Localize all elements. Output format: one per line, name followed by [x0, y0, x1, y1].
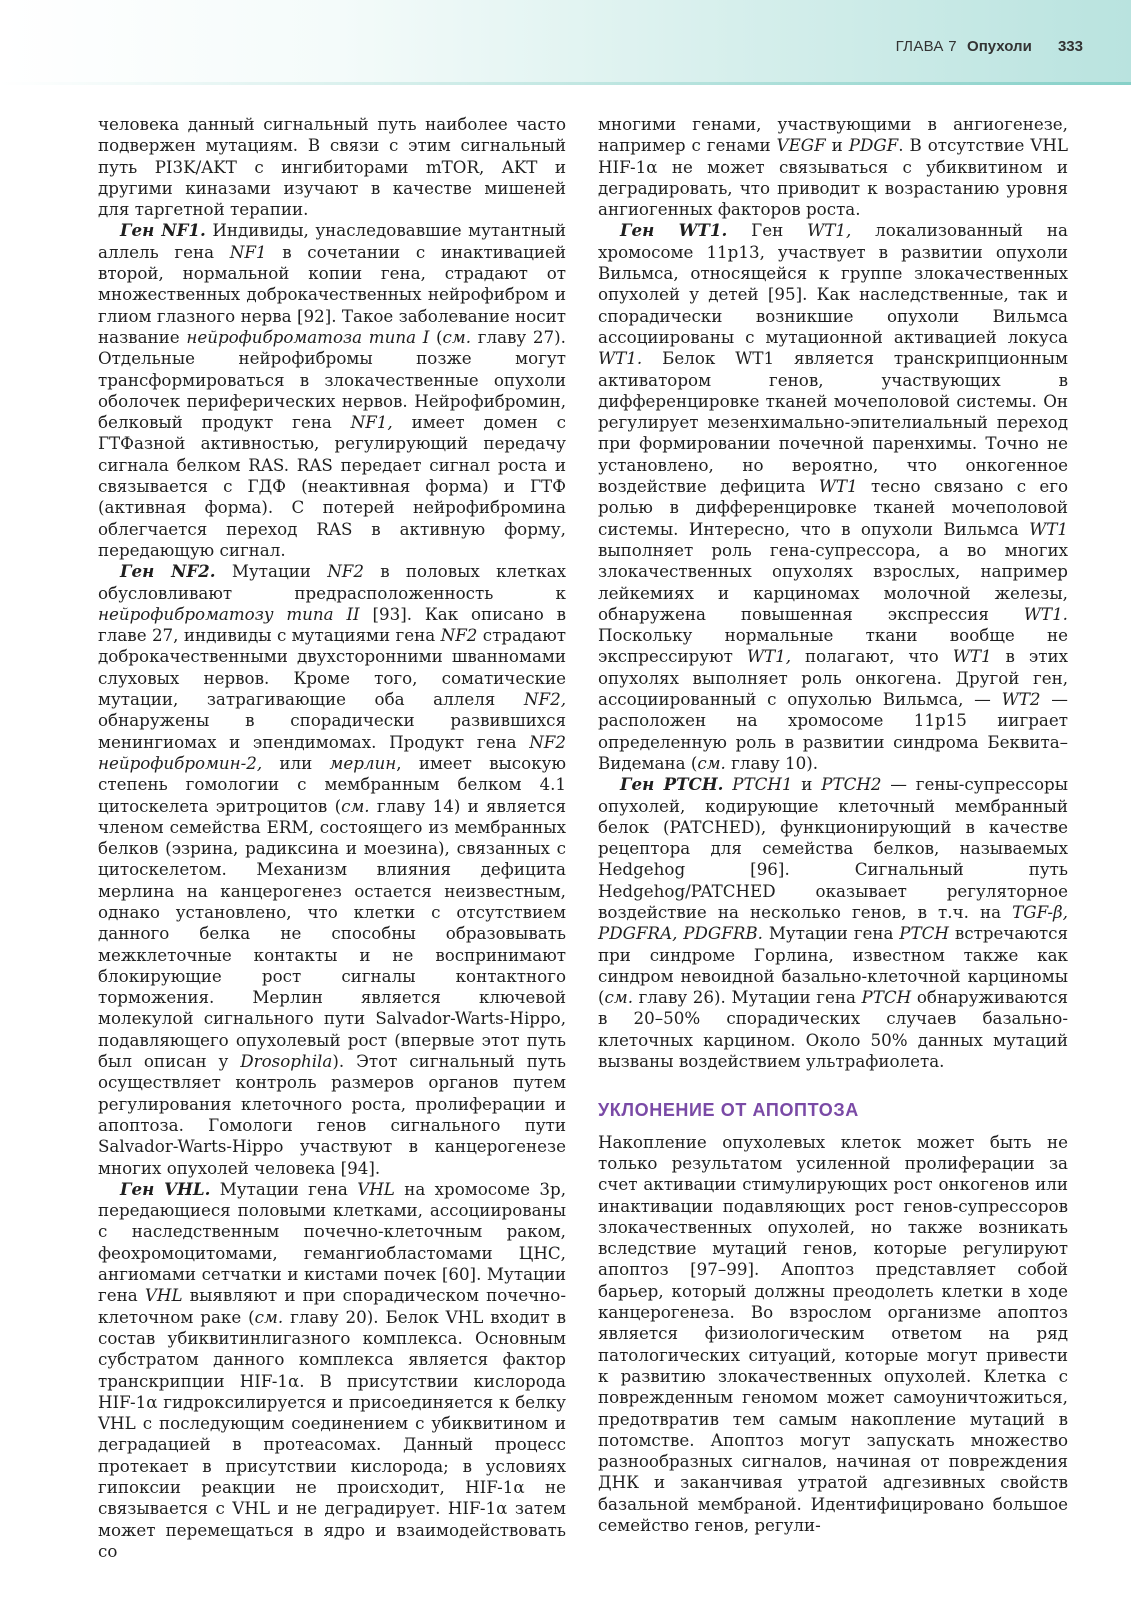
- gene-name: PTCH: [861, 987, 912, 1008]
- text-run: главу 20). Белок VHL входит в состав убиквитинлигазного комплекса. Основным субстратом данного комплекса является фактор транскрипции HIF-1α. В присутствии кислорода HIF-1α гидроксилируется и присоединяется к белку VHL с последующим соединением с убиквитином и деградацией в протеасомах. Данный процесс протекает в присутствии кислорода; в условиях гипоксии реакции не происходит, HIF-1α не связывается с VHL и не деградирует. HIF-1α затем может перемещаться в ядро и взаимодействовать со: [98, 1306, 566, 1561]
- chapter-label: ГЛАВА 7: [895, 38, 957, 55]
- gene-name: PTCH: [899, 923, 949, 944]
- text-run: . В отсутствие VHL HIF-1α не может связываться с убиквитином и деградировать, что приводит к возрастанию уровня ангиогенных факторов роста.: [598, 135, 1069, 220]
- text-run: обнаружены в спорадически развившихся менингиомах и эпендимомах. Продукт гена: [98, 710, 566, 752]
- text-run: выполняет роль гена-супрессора, а во многих злокачественных опухолях взрослых, например лейкемиях и карциномах молочной железы, обнаружена повышенная экспрессия: [598, 539, 1068, 624]
- gene-name: WT1: [1029, 518, 1068, 539]
- see-reference: см.: [341, 795, 370, 816]
- gene-name: PDGF: [848, 135, 899, 156]
- text-run: ). Этот сигнальный путь осуществляет контроль размеров органов путем регулирования клеточного роста, пролиферации и апоптоза. Гомологи генов сигнального пути Salvador-Warts-Hippo участвуют в канцерогенезе многих опухолей человека [94].: [98, 1051, 566, 1178]
- text-run: и: [792, 774, 822, 795]
- gene-name: NF1: [229, 241, 267, 262]
- heading-nf2: Ген NF2.: [120, 561, 216, 582]
- paragraph-wt1: [598, 220, 1068, 774]
- text-run: (: [429, 326, 443, 347]
- text-run: имеет домен с ГТФазной активностью, регулирующий передачу сигнала белком RAS. RAS передает сигнал роста и связывается с ГДФ (неактивная форма) и ГТФ (активная форма). С потерей нейрофибромина облегчается переход RAS в активную форму, передающую сигнал.: [98, 412, 566, 560]
- text-run: Мутации: [215, 561, 328, 582]
- paragraph-pi3k: человека данный сигнальный путь наиболее часто подвержен мутациям. В связи с этим сигнальный путь PI3K/AKT с ингибиторами mTOR, AKT и другими киназами изучают в качестве мишеней для таргетной терапии.: [98, 114, 566, 220]
- text-run: главу 26). Мутации гена: [633, 987, 862, 1008]
- see-reference: см.: [697, 752, 726, 773]
- heading-wt1: Ген WT1.: [620, 220, 728, 241]
- text-run: обнаруживаются в 20–50% спорадических случаев базально-клеточных карцином. Около 50% данных мутаций вызваны воздействием ультрафиолета.: [598, 987, 1068, 1072]
- gene-name: WT1: [818, 476, 858, 497]
- header-rule: [0, 82, 1131, 85]
- paragraph-nf1: [98, 220, 566, 561]
- text-run: встречаются при синдроме Горлина, известном также как синдром невоидной базально-клеточной карциномы (: [598, 923, 1068, 1008]
- text-run: главу 10).: [725, 752, 819, 773]
- see-reference: см.: [442, 326, 472, 347]
- paragraph-nf2: [98, 561, 566, 1179]
- text-run: тесно связано с его ролью в дифференцировке тканей мочеполовой системы. Интересно, что в опухоли Вильмса: [598, 476, 1069, 539]
- gene-name: NF1,: [350, 412, 393, 433]
- text-run: , имеет высокую степень гомологии с мембранным белком 4.1 цитоскелета эритроцитов (: [98, 752, 566, 816]
- text-run: в этих опухолях выполняет роль онкогена. Другой ген, ассоциированный с опухолью Вильмса, —: [598, 646, 1068, 710]
- text-run: Поскольку нормальные ткани вообще не экспрессируют: [598, 625, 1068, 667]
- paragraph-vhl: [98, 1179, 566, 1562]
- gene-name: VEGF: [776, 135, 826, 156]
- text-run: [93]. Как описано в главе 27, индивиды с мутациями гена: [98, 603, 566, 646]
- heading-vhl: Ген VHL.: [120, 1178, 211, 1199]
- gene-name: NF2: [327, 561, 364, 582]
- text-run: — гены-супрессоры опухолей, кодирующие клеточный мембранный белок (PATCHED), функционирующий в качестве рецептора для семейства белков, называемых Hedgehog [96]. Сигнальный путь Hedgehog/PATCHED оказывает регуляторное воздействие на несколько генов, в т.ч. на: [598, 774, 1068, 922]
- text-run: страдают доброкачественными двухсторонними шванномами слуховых нервов. Кроме того, соматические мутации, затрагивающие оба аллеля: [98, 625, 566, 710]
- section-label: Опухоли: [967, 38, 1032, 55]
- heading-ptch: Ген PTCH.: [620, 774, 724, 795]
- text-run: выявляют и при спорадическом почечно-клеточном раке (: [98, 1285, 566, 1327]
- text-run: Белок WT1 является транскрипционным активатором генов, участвующих в дифференцировке тканей мочеполовой системы. Он регулирует мезенхимально-эпителиальный переход при формировании почечной паренхимы. Точно не установлено, но вероятно, что онкогенное воздействие дефицита: [598, 348, 1068, 497]
- text-run: в сочетании с инактивацией второй, нормальной копии гена, страдают от множественных доброкачественных нейрофибром и глиом глазного нерва [92]. Такое заболевание носит название: [98, 241, 567, 347]
- text-run: многими генами, участвующими в ангиогенезе, например с генами: [598, 114, 1068, 156]
- gene-name: NF2,: [523, 689, 566, 710]
- heading-nf1: Ген NF1.: [120, 220, 206, 241]
- text-run: локализованный на хромосоме 11p13, участвует в развитии опухоли Вильмса, относящейся к группе злокачественных опухолей у детей [95]. Как наследственные, так и спорадически возникшие опухоли Вильмса ассоциированы с мутационной активацией локуса: [598, 220, 1068, 347]
- running-head: [896, 38, 1083, 55]
- see-reference: см.: [604, 987, 634, 1008]
- gene-name: WT1,: [807, 220, 852, 241]
- gene-name: PTCH1: [732, 774, 793, 795]
- text-run: полагают, что: [791, 646, 953, 667]
- text-run: главу 14) и является членом семейства ERM, состоящего из мембранных белков (эзрина, радиксина и моезина), связанных с цитоскелетом. Механизм влияния дефицита мерлина на канцерогенез остается неизвестным, однако установлено, что клетки с отсутствием данного белка не способны образовывать межклеточные контакты и не воспринимают блокирующие рост сигналы контактного торможения. Мерлин является ключевой молекулой сигнального пути Salvador-Warts-Hippo, подавляющего опухолевый рост (впервые этот путь был описан у: [98, 795, 566, 1072]
- gene-name: WT2: [1001, 689, 1041, 710]
- gene-name: WT1.: [598, 348, 643, 369]
- gene-name: PTCH2: [821, 774, 882, 795]
- term-italic: нейрофиброматозу типа II: [98, 603, 360, 624]
- text-run: — расположен на хромосоме 11p15 иигрaет определенную роль в развитии синдрома Беквита–Видемана (: [598, 689, 1068, 773]
- gene-name: WT1.: [1023, 603, 1068, 624]
- paragraph-apoptosis: Накопление опухолевых клеток может быть не только результатом усиленной пролиферации за счет активации стимулирующих рост онкогенов или инактивации подавляющих рост генов-супрессоров злокачественных опухолей, но также возникать вследствие мутаций генов, которые регулируют апоптоз [97–99]. Апоптоз представляет собой барьер, который должны преодолеть клетки в ходе канцерогенеза. Во взрослом организме апоптоз является физиологическим ответом на ряд патологических ситуаций, которые могут привести к развитию злокачественных опухолей. Клетка с поврежденным геномом может самоуничтожиться, предотвратив тем самым накопление мутаций в потомстве. Апоптоз могут запускать множество разнообразных сигналов, начиная от повреждения ДНК и заканчивая утратой адгезивных свойств базальной мембраной. Идентифицировано большое семейство генов, регули-: [598, 1131, 1068, 1535]
- left-column: [98, 114, 566, 1562]
- gene-name: WT1,: [746, 646, 792, 667]
- gene-name: TGF-β, PDGFRA, PDGFRB.: [598, 901, 1068, 944]
- text-run: Мутации гена: [762, 923, 900, 944]
- term-italic: мерлин: [329, 752, 397, 773]
- right-column: [598, 114, 1068, 1536]
- text-run: и: [825, 135, 849, 156]
- text-run: главу 27). Отдельные нейрофибромы позже могут трансформироваться в злокачественные опухоли оболочек периферических нервов. Нейрофибромин, белковый продукт гена: [98, 326, 566, 433]
- text-run: Мутации гена: [210, 1178, 358, 1199]
- text-run: на хромосоме 3p, передающиеся половыми клетками, ассоциированы с наследственным почечно-клеточным раком, феохромоцитомами, гемангиобластомами ЦНС, ангиомами сетчатки и кистами почек [60]. Мутации гена: [98, 1178, 567, 1306]
- term-italic: нейрофиброматоза типа I: [186, 326, 430, 347]
- term-italic: NF2 нейрофибромин-2,: [98, 731, 566, 773]
- gene-name: WT1: [952, 646, 992, 667]
- paragraph-vhl-continued: [598, 114, 1068, 220]
- text-run: в половых клетках обусловливают предрасположенность к: [98, 561, 567, 603]
- see-reference: см.: [254, 1306, 284, 1327]
- gene-name: NF2: [440, 625, 478, 646]
- text-run: [723, 774, 732, 794]
- gene-name: VHL: [357, 1178, 395, 1199]
- text-run: Ген: [727, 220, 808, 241]
- text-run: или: [262, 752, 330, 773]
- text-run: Индивиды, унаследовавшие мутантный аллель гена: [98, 220, 566, 262]
- gene-name: VHL: [144, 1285, 183, 1306]
- section-heading-apoptosis: УКЛОНЕНИЕ ОТ АПОПТОЗА: [598, 1100, 859, 1121]
- page-number: 333: [1057, 38, 1083, 55]
- term-italic: Drosophila: [240, 1051, 333, 1072]
- paragraph-ptch: [598, 774, 1068, 1072]
